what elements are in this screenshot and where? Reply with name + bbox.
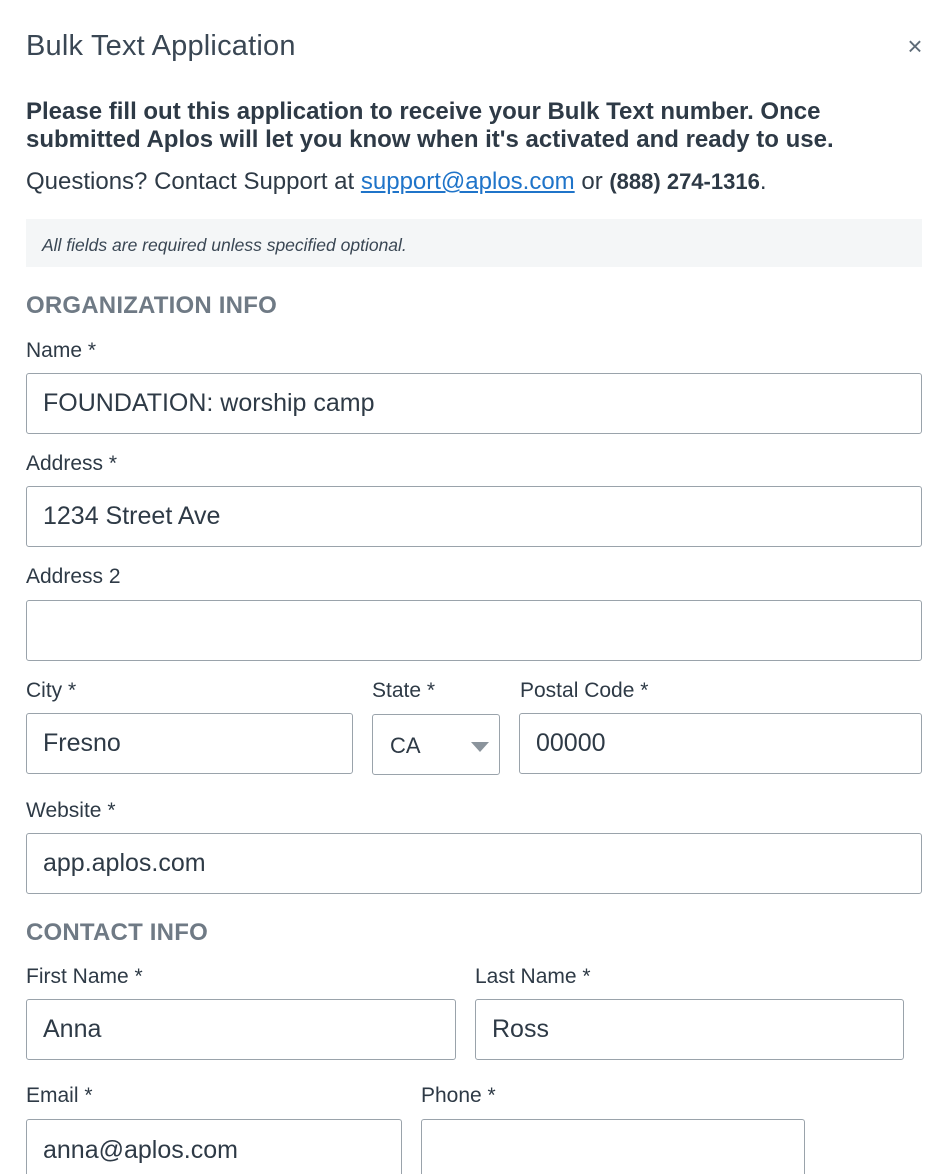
city-input[interactable] <box>27 714 352 773</box>
support-phone: (888) 274-1316 <box>609 169 760 194</box>
state-select[interactable] <box>372 714 500 775</box>
last-name-input[interactable] <box>476 1000 903 1059</box>
phone-field[interactable] <box>421 1119 805 1174</box>
city-label: City * <box>26 679 77 702</box>
address2-field[interactable] <box>26 600 922 661</box>
postal-code-field[interactable] <box>519 713 922 774</box>
postal-code-input[interactable] <box>520 714 921 773</box>
email-field[interactable] <box>26 1119 402 1174</box>
email-input[interactable] <box>27 1120 401 1174</box>
support-email-link[interactable]: support@aplos.com <box>360 168 575 195</box>
first-name-label: First Name * <box>26 965 143 988</box>
support-prefix: Questions? Contact Support at <box>26 168 361 195</box>
support-suffix: . <box>759 168 767 195</box>
organization-info-heading: ORGANIZATION INFO <box>26 292 277 319</box>
required-note <box>26 219 922 267</box>
last-name-label: Last Name * <box>475 965 591 988</box>
required-note-text: All fields are required unless specified optional. <box>42 235 407 255</box>
first-name-field[interactable] <box>26 999 456 1060</box>
website-field[interactable] <box>26 833 922 894</box>
email-label: Email * <box>26 1084 93 1107</box>
last-name-field[interactable] <box>475 999 904 1060</box>
support-mid: or <box>574 168 610 195</box>
chevron-down-icon <box>471 742 489 752</box>
address-label: Address * <box>26 452 118 475</box>
state-selected-value: CA <box>390 733 421 758</box>
city-field[interactable] <box>26 713 353 774</box>
phone-label: Phone * <box>421 1084 496 1107</box>
name-input[interactable] <box>27 374 921 433</box>
address2-label: Address 2 <box>26 565 121 588</box>
address-input[interactable] <box>27 487 921 546</box>
contact-info-heading: CONTACT INFO <box>26 919 208 946</box>
close-icon[interactable]: × <box>907 31 923 61</box>
postal-code-label: Postal Code * <box>520 679 649 702</box>
address-field[interactable] <box>26 486 922 547</box>
name-label: Name * <box>26 339 97 362</box>
phone-input[interactable] <box>422 1120 804 1174</box>
first-name-input[interactable] <box>27 1000 455 1059</box>
support-line <box>26 168 766 196</box>
state-label: State * <box>372 679 436 702</box>
name-field[interactable] <box>26 373 922 434</box>
website-label: Website * <box>26 799 116 822</box>
intro-text: Please fill out this application to receive your Bulk Text number. Once submitted Aplos will let you know when it's activated and ready to use. <box>26 98 834 153</box>
dialog-title: Bulk Text Application <box>26 30 296 62</box>
website-input[interactable] <box>27 834 921 893</box>
address2-input[interactable] <box>27 601 921 660</box>
